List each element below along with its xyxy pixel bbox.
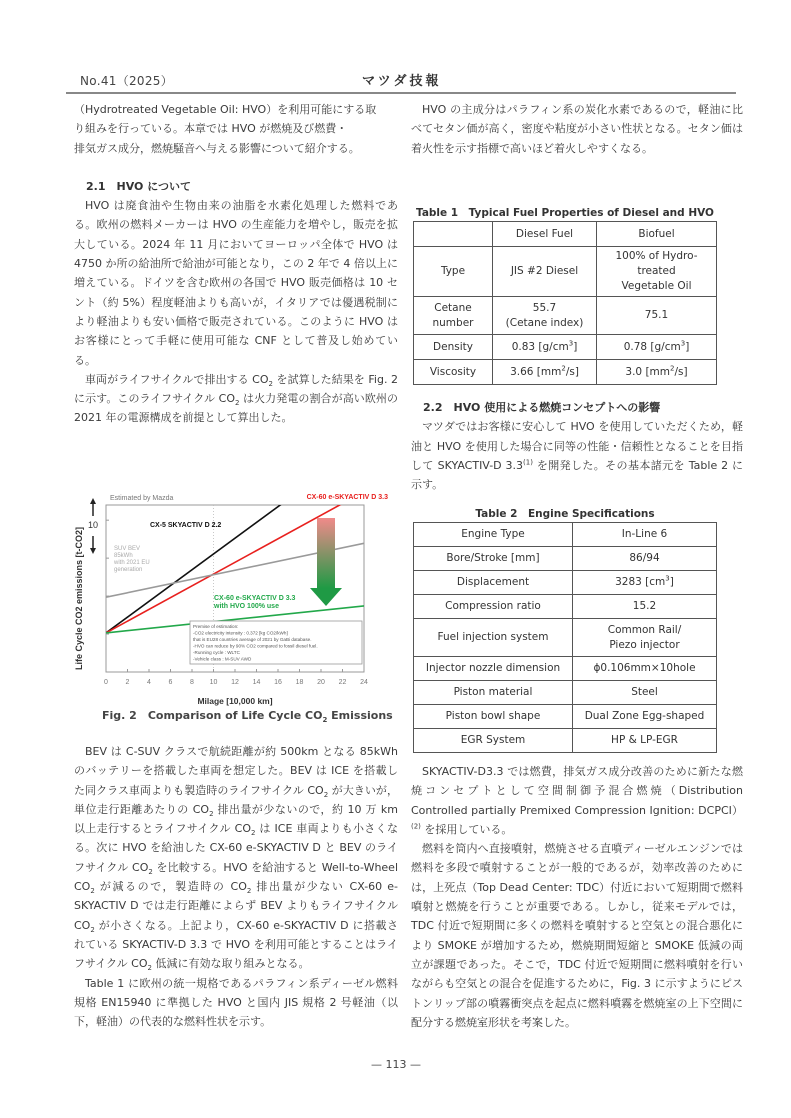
x-tick-label: 2 — [125, 679, 130, 686]
table-cell: 75.1 — [597, 297, 717, 335]
premise-line: -HVO can reduce by 90% CO2 compared to fossil diesel fuel. — [193, 643, 318, 649]
header-divider — [66, 92, 736, 94]
table-cell: 15.2 — [573, 595, 717, 619]
table-row — [414, 523, 717, 547]
right-column-lower — [411, 762, 743, 1032]
fuel-properties-table — [413, 221, 717, 385]
section-2-1-title: 2.1 HVO について — [86, 179, 191, 193]
reference-2: (2) — [411, 822, 421, 831]
section-2-2-paragraph: マツダではお客様に安心して HVO を使用していただくため，軽油と HVO を使用した場合に同等の性能・信頼性となることを目指して SKYACTIV-D 3.3$^{(1)}$ を開発した。その基本諸元を Table 2 に示す。 — [411, 420, 743, 492]
x-tick-label: 18 — [295, 679, 304, 686]
table-cell: Diesel Fuel — [493, 222, 597, 247]
premise-line: -Running cycle : WLTC — [193, 650, 240, 655]
table-row — [414, 705, 717, 729]
table-cell — [414, 222, 493, 247]
label-cx5: CX-5 SKYACTIV D 2.2 — [150, 522, 222, 529]
page-number: — 113 — — [371, 1058, 421, 1071]
table-cell: Displacement — [414, 571, 573, 595]
right-column — [411, 100, 743, 158]
left-column-lower — [74, 742, 398, 1031]
table-cell: 100% of Hydro-treated Vegetable Oil — [597, 247, 717, 297]
table-row — [414, 335, 717, 360]
table-cell: Injector nozzle dimension — [414, 657, 573, 681]
x-tick-label: 0 — [104, 679, 108, 686]
table-cell: HP & LP-EGR — [573, 729, 717, 753]
intro-line: （Hydrotreated Vegetable Oil: HVO）を利用可能にする取 — [74, 103, 377, 116]
table-cell: JIS #2 Diesel — [493, 247, 597, 297]
table-cell: Compression ratio — [414, 595, 573, 619]
table-cell: Steel — [573, 681, 717, 705]
section-2-1-paragraph: HVO は廃食油や生物由来の油脂を水素化処理した燃料である。欧州の燃料メーカーは HVO の生産能力を増やし，販売を拡大している。2024 年 11 月においてヨーロッパ全体で HVO は 4750 か所の給油所で給油が可能となり，この 2 年で 4 倍以上に増えている。ドイツを含む欧州の各国で HVO 販売価格は 10 セント（約 5%）程度軽油よりも高いが，イタリアでは優遇税制により軽油よりも安い価格で販売されている。このように HVO はお客様にとって手軽に使用可能な CNF として普及し始めている。 — [74, 199, 398, 367]
table-cell: 86/94 — [573, 547, 717, 571]
table-cell: Density — [414, 335, 493, 360]
table-cell: Fuel injection system — [414, 619, 573, 657]
table-row — [414, 619, 717, 657]
table-row — [414, 247, 717, 297]
table-cell: 0.78 $[g/cm^3]$ — [597, 335, 717, 360]
table-row — [414, 360, 717, 385]
label-bev: with 2021 EU — [114, 560, 150, 566]
left-column — [74, 100, 398, 428]
section-2-2-title: 2.2 HVO 使用による燃焼コンセプトへの影響 — [423, 401, 661, 414]
table-cell: Cetane number — [414, 297, 493, 335]
label-bev: 85kWh — [114, 553, 133, 559]
section-2-2 — [411, 398, 743, 494]
table-row — [414, 681, 717, 705]
premise-line: Premise of estimation: — [193, 624, 239, 629]
x-tick-label: 24 — [360, 679, 368, 686]
table-row — [414, 547, 717, 571]
table-cell: 3.66 $[mm^2/s]$ — [493, 360, 597, 385]
issue-number: No.41（2025） — [80, 74, 174, 88]
lifecycle-co2-chart — [70, 488, 390, 713]
premise-line: that is EU28 countries average of 2021 by GaBi database. — [193, 637, 312, 642]
label-hvo: CX-60 e-SKYACTIV D 3.3 — [214, 595, 296, 602]
bev-paragraph: BEV は C-SUV クラスで航続距離が約 500km となる 85kWh のバッテリーを搭載した車両を想定した。BEV は ICE を搭載した同クラス車両よりも製造時のライフサイクル $CO_2$ が大きいが，単位走行距離あたりの $CO_2$ 排出量が少ないので，約 10 万 km 以上走行するとライフサイクル $CO_2$ は ICE 車両よりも小さくなる。次に HVO を給油した CX-60 e-SKYACTIV D と BEV のライフサイクル $CO_2$ を比較する。HVO を給油すると Well-to-Wheel $CO_2$ が減るので，製造時の $CO_2$ 排出量が少ない CX-60 e-SKYACTIV D では走行距離によらず BEV よりもライフサイクル $CO_2$ が小さくなる。上記より，CX-60 e-SKYACTIV D に搭載されている SKYACTIV-D 3.3 で HVO を利用可能とすることはライフサイクル $CO_2$ 低減に有効な取り組みとなる。 — [74, 745, 399, 973]
intro-line: り組みを行っている。本章では HVO が燃焼及び燃費・ — [74, 122, 348, 136]
y-axis-label: Life Cycle CO2 emissions [t-CO2] — [74, 526, 84, 670]
figure-caption: Fig. 2 Comparison of Life Cycle $CO_2$ Emissions — [102, 709, 393, 725]
premise-line: -CO2 electricity intensity : 0.372 [kg CO2/kWh] — [193, 630, 288, 636]
x-axis-label: Milage [10,000 km] — [197, 696, 273, 706]
table-cell: 3283 $[cm^3]$ — [573, 571, 717, 595]
table-row — [414, 222, 717, 247]
table-cell: Engine Type — [414, 523, 573, 547]
table-cell: Bore/Stroke [mm] — [414, 547, 573, 571]
x-tick-label: 20 — [317, 679, 325, 686]
chart-credit: Estimated by Mazda — [110, 495, 174, 502]
premise-line: -Vehicle class : M-SUV AWD — [193, 656, 252, 662]
reduction-arrow — [310, 518, 342, 606]
table-cell: Common Rail/ Piezo injector — [573, 619, 717, 657]
y-scale-indicator — [88, 498, 98, 554]
table1-caption: Table 1 Typical Fuel Properties of Diesel and HVO — [416, 207, 714, 219]
x-tick-label: 12 — [231, 679, 239, 686]
table-cell: 3.0 $[mm^2/s]$ — [597, 360, 717, 385]
table-cell: ϕ0.106mm×10hole — [573, 657, 717, 681]
table-cell: Piston bowl shape — [414, 705, 573, 729]
hvo-properties-paragraph: HVO の主成分はパラフィン系の炭化水素であるので，軽油に比べてセタン価が高く，密度や粘度が小さい性状となる。セタン価は着火性を示す指標で高いほど着火しやすくなる。 — [411, 103, 743, 155]
table-row — [414, 657, 717, 681]
table2-caption: Table 2 Engine Specifications — [475, 508, 655, 520]
label-bev: SUV BEV — [114, 546, 141, 552]
x-tick-label: 6 — [168, 679, 173, 686]
journal-title: マツダ技報 — [362, 74, 442, 89]
y-scale-label: 10 — [87, 520, 99, 530]
table-cell: 55.7 (Cetane index) — [493, 297, 597, 335]
x-tick-label: 4 — [147, 679, 151, 686]
label-hvo: with HVO 100% use — [214, 603, 279, 610]
table-cell: Piston material — [414, 681, 573, 705]
table-cell: Biofuel — [597, 222, 717, 247]
table-cell: Dual Zone Egg-shaped — [573, 705, 717, 729]
label-bev: generation — [114, 567, 143, 573]
table-cell: In-Line 6 — [573, 523, 717, 547]
x-tick-label: 8 — [190, 679, 194, 686]
lifecycle-paragraph: 車両がライフサイクルで排出する $CO_2$ を試算した結果を Fig. 2 に示す。このライフサイクル $CO_2$ は火力発電の割合が高い欧州の 2021 年の電源構成を前提として算出した。 — [74, 372, 398, 425]
table-cell: Type — [414, 247, 493, 297]
table-row — [414, 729, 717, 753]
x-tick-label: 10 — [209, 679, 218, 686]
table-row — [414, 595, 717, 619]
x-tick-label: 22 — [338, 679, 347, 686]
combustion-paragraph: 燃料を筒内へ直接噴射，燃焼させる直噴ディーゼルエンジンでは燃料を多段で噴射することが一般的であるが，効率改善のためには，上死点（Top Dead Center: TDC）付近において短期間で燃料噴射と燃焼を行うことが重要である。しかし，従来モデルでは，TDC 付近で短期間に多くの燃料を噴射すると空気との混合悪化により SMOKE が増加するため，燃焼期間短縮と SMOKE 低減の両立が課題であった。そこで，TDC 付近で短期間に燃料噴射を行いながらも空気との混合を促進するために，Fig. 3 に示すようにピストンリップ部の噴霧衝突点を起点に燃料噴霧を燃焼室の上下空間に配分する燃焼室形状を考案した。 — [411, 842, 743, 1029]
table-row — [414, 297, 717, 335]
table-row — [414, 571, 717, 595]
label-cx60: CX-60 e-SKYACTIV D 3.3 — [306, 494, 388, 501]
intro-line: 排気ガス成分，燃焼騒音へ与える影響について紹介する。 — [74, 141, 360, 155]
table-cell: Viscosity — [414, 360, 493, 385]
reference-1: (1) — [523, 458, 533, 467]
x-tick-label: 14 — [252, 679, 261, 686]
engine-specifications-table — [413, 522, 717, 753]
dcpci-paragraph: SKYACTIV-D3.3 では燃費，排気ガス成分改善のために新たな燃焼コンセプトとして空間制御予混合燃焼（Distribution Controlled partially Premixed Compression Ignition: DCPCI）$^{(2)}$ を採用している。 — [411, 765, 743, 836]
x-tick-label: 16 — [274, 679, 282, 686]
table-cell: EGR System — [414, 729, 573, 753]
table-intro-paragraph: Table 1 に欧州の統一規格であるパラフィン系ディーゼル燃料規格 EN15940 に準拠した HVO と国内 JIS 規格 2 号軽油（以下，軽油）の代表的な燃料性状を示す。 — [74, 976, 398, 1029]
table-cell: 0.83 $[g/cm^3]$ — [493, 335, 597, 360]
